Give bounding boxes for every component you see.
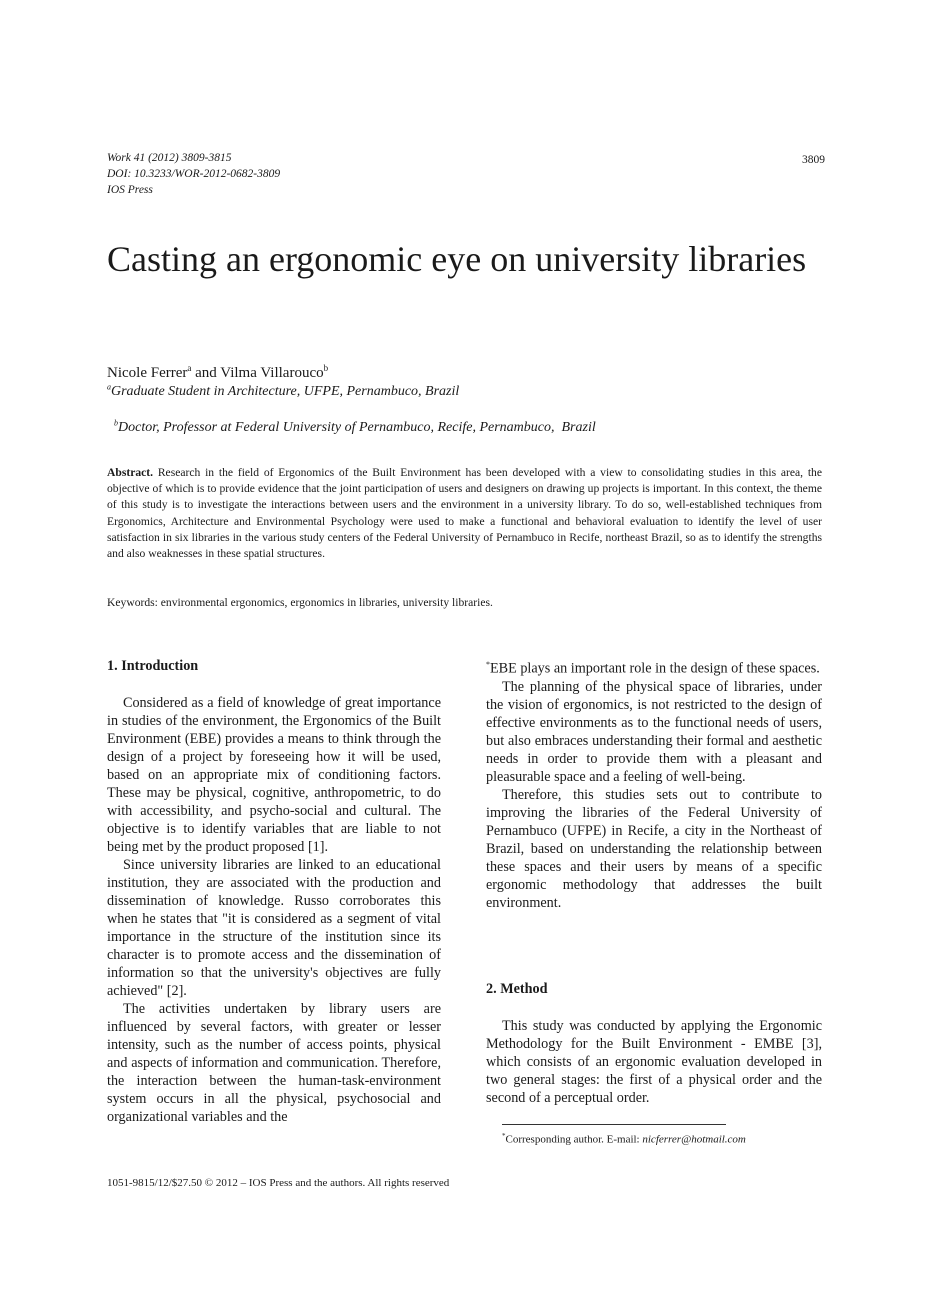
author-name: Vilma Villarouco bbox=[220, 365, 324, 381]
page-number: 3809 bbox=[802, 154, 825, 166]
author-name: Nicole Ferrer bbox=[107, 365, 188, 381]
affiliation-marker: b bbox=[323, 363, 329, 373]
footnote-text: Corresponding author. E-mail: bbox=[505, 1133, 643, 1146]
paragraph: The activities undertaken by library users are influenced by several factors, with greater or lesser intensity, such as the number of access points, physical and aspects of information and communication. Therefore, the interaction between the human-task-environment system occurs in all the physical, psychosocial and organizational variables and the bbox=[107, 1001, 441, 1125]
paragraph: The planning of the physical space of libraries, under the vision of ergonomics, is not restricted to the design of effective environments as to the functional needs of users, but also embraces understanding their formal and aesthetic needs in order to provide them with a pleasant and pleasurable space and a feeling of well-being. bbox=[486, 678, 822, 785]
paragraph: Considered as a field of knowledge of great importance in studies of the environment, the Ergonomics of the Built Environment (EBE) provides a means to think through the design of a project by foreseeing how it will be used, based on an appropriate mix of conditioning factors. These may be physical, cognitive, anthropometric, to do with accessibility, and psycho-social and cultural. The objective is to identify variables that are liable to not being met by the product proposed [1]. bbox=[107, 695, 441, 855]
journal-metadata bbox=[107, 150, 280, 198]
journal-line: Work 41 (2012) 3809-3815 bbox=[107, 152, 232, 164]
paragraph: Therefore, this studies sets out to contribute to improving the libraries of the Federal University of Pernambuco (UFPE) in Recife, a city in the Northeast of Brazil, based on understanding the relationship between these spaces and their users by means of a specific ergonomic methodology that addresses the built environment. bbox=[486, 786, 822, 911]
affiliation-text: Doctor, Professor at Federal University of Pernambuco, Recife, Pernambuco, Brazil bbox=[118, 420, 596, 435]
affiliation bbox=[107, 401, 596, 437]
doi-line: DOI: 10.3233/WOR-2012-0682-3809 bbox=[107, 168, 281, 180]
left-column bbox=[107, 694, 441, 1126]
method-text bbox=[486, 1017, 822, 1107]
footnote-marker: * bbox=[502, 1132, 506, 1140]
paragraph-text: EBE plays an important role in the design of these spaces. bbox=[490, 660, 820, 677]
paragraph: This study was conducted by applying the Ergonomic Methodology for the Built Environment - EMBE [3], which consists of an ergonomic evaluation developed in two general stages: the first of a physical order and the second of a perceptual order. bbox=[486, 1018, 822, 1106]
paragraph: Since university libraries are linked to an educational institution, they are associated with the production and dissemination of knowledge. Russo corroborates this when he states that "it is considered as a segment of vital importance in the structure of the institution since its character is to promote access and the dissemination of information so that the university's objectives are fully achieved" [2]. bbox=[107, 857, 441, 999]
affiliation-text: Graduate Student in Architecture, UFPE, Pernambuco, Brazil bbox=[111, 384, 460, 399]
affiliation bbox=[107, 383, 459, 401]
affiliation-marker: b bbox=[114, 418, 118, 428]
abstract-text: Research in the field of Ergonomics of the Built Environment has been developed with a view to consolidating studies in this area, the objective of which is to provide evidence that the joint participation of users and designers on drawing up projects is important. In this context, the theme of this study is to investigate the interactions between users and the environment in a university library. To do so, well-established techniques from Ergonomics, Architecture and Environmental Psychology were used to make a functional and behavioral evaluation to identify the level of user satisfaction in six libraries in the various study centers of the Federal University of Pernambuco in Recife, northeast Brazil, so as to identify the strengths and also weaknesses in these spatial structures. bbox=[107, 466, 822, 561]
section-heading-method: 2. Method bbox=[486, 981, 548, 997]
right-column bbox=[486, 656, 822, 912]
publisher-line: IOS Press bbox=[107, 184, 153, 196]
keywords: Keywords: environmental ergonomics, ergonomics in libraries, university libraries. bbox=[107, 596, 493, 609]
abstract-label: Abstract. bbox=[107, 466, 154, 479]
footnote-divider bbox=[502, 1124, 726, 1125]
affiliation-marker: a bbox=[107, 382, 111, 392]
author-line bbox=[107, 364, 328, 382]
abstract bbox=[107, 465, 822, 562]
paragraph-continuation bbox=[486, 656, 822, 678]
copyright-footer: 1051-9815/12/$27.50 © 2012 – IOS Press and the authors. All rights reserved bbox=[107, 1177, 450, 1189]
footnote bbox=[502, 1132, 746, 1146]
author-conjunction: and bbox=[191, 365, 221, 381]
affiliation-marker: a bbox=[187, 363, 192, 373]
section-heading-introduction: 1. Introduction bbox=[107, 658, 199, 674]
paper-title: Casting an ergonomic eye on university libraries bbox=[107, 239, 807, 279]
footnote-marker: * bbox=[486, 660, 490, 669]
footnote-email: nicferrer@hotmail.com bbox=[642, 1133, 746, 1146]
